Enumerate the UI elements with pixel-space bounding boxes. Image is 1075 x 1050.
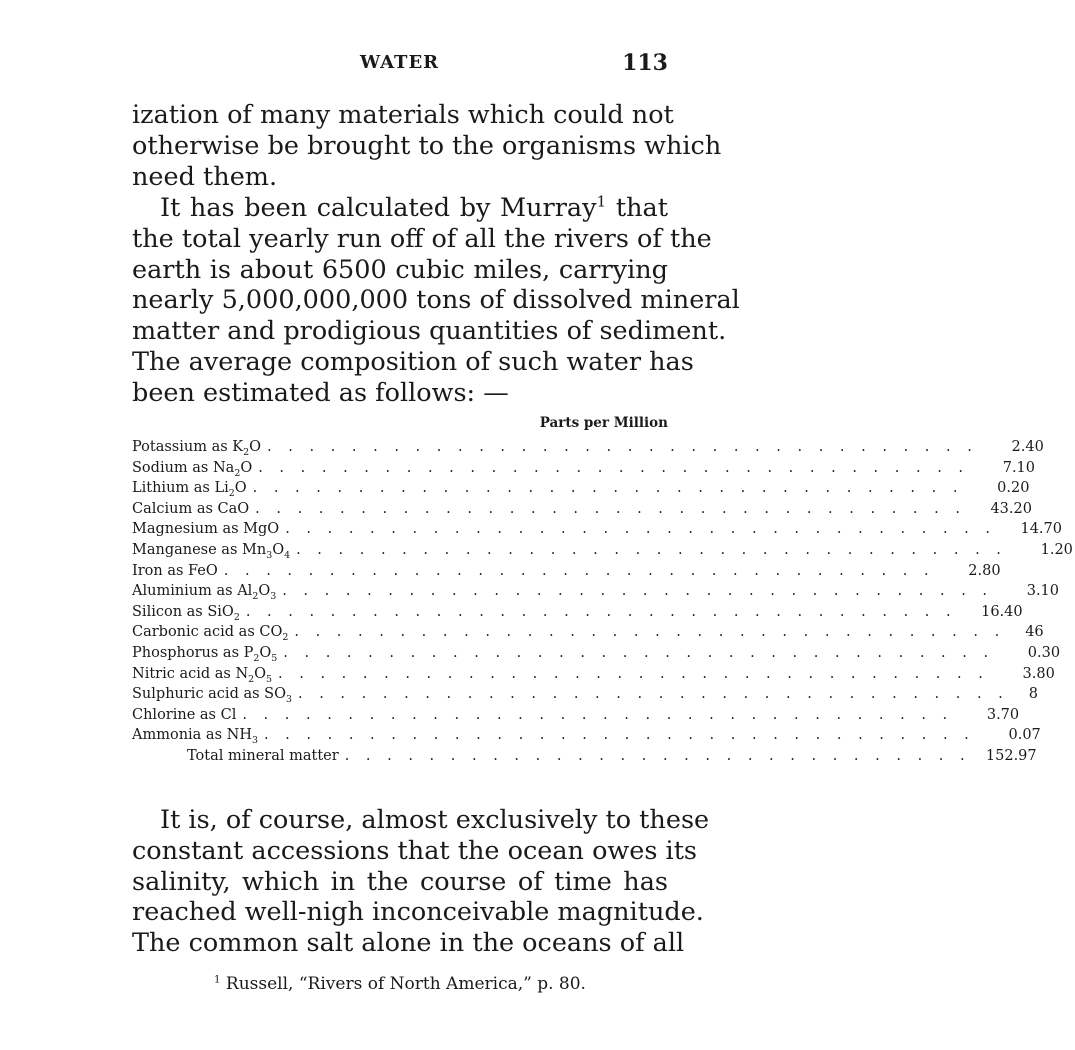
- row-value: 3.80: [1022, 665, 1055, 682]
- paragraph-murray: [132, 192, 740, 409]
- text-line: [132, 193, 668, 224]
- label-text: Nitric acid as N: [132, 665, 249, 682]
- text-line: It is, of course, almost exclusively to these: [160, 805, 710, 835]
- formula-subscript: 2: [233, 611, 240, 623]
- leader-dots: . . . . . . . . . . . . . . . . . . . . . . . . . . . . . .: [344, 747, 971, 764]
- row-value: 2.40: [1011, 439, 1044, 455]
- label-text: Sulphuric acid as SO: [132, 686, 286, 703]
- leader-dots: . . . . . . . . . . . . . . . . . . . . . . . . . . . . . . . . . .: [283, 644, 995, 661]
- text-line: been estimated as follows: —: [132, 377, 509, 408]
- table-row: [132, 725, 1041, 747]
- leader-dots: . . . . . . . . . . . . . . . . . . . . . . . . . . . . . . . . . .: [263, 727, 975, 744]
- paragraph-continuation: [132, 100, 722, 192]
- row-value: 14.70: [1020, 521, 1062, 538]
- formula-subscript: 2: [248, 673, 255, 685]
- formula-subscript: 3: [270, 591, 277, 603]
- formula-subscript: 5: [271, 652, 278, 664]
- row-label: [132, 540, 290, 561]
- label-text: Potassium as K: [132, 439, 244, 455]
- formula-subscript: 2: [243, 446, 250, 458]
- footnote-reference: 1: [596, 192, 607, 211]
- leader-dots: . . . . . . . . . . . . . . . . . . . . . . . . . . . . . . . . . .: [278, 665, 989, 682]
- formula-subscript: 5: [266, 673, 273, 685]
- text-line: The average composition of such water has: [132, 346, 694, 377]
- table-row: [132, 664, 1055, 685]
- label-text: Magnesium as MgO: [132, 521, 280, 538]
- leader-dots: . . . . . . . . . . . . . . . . . . . . . . . . . . . . . . . . . .: [252, 480, 964, 497]
- label-text: Iron as FeO: [132, 562, 218, 579]
- formula-subscript: 4: [284, 549, 291, 561]
- footnote-text: Russell, “Rivers of North America,” p. 80.: [220, 974, 586, 994]
- leader-dots: . . . . . . . . . . . . . . . . . . . . . . . . . . . . . . . . . .: [297, 686, 1009, 703]
- label-text: O: [259, 644, 272, 661]
- row-label: [132, 499, 249, 520]
- formula-subscript: 3: [251, 735, 258, 747]
- table-row: [132, 622, 1044, 644]
- row-value: 0.07: [1008, 727, 1041, 744]
- leader-dots: . . . . . . . . . . . . . . . . . . . . . . . . . . . . . . . . . .: [294, 624, 1006, 641]
- label-text: Carbonic acid as CO: [132, 624, 283, 641]
- row-label: [132, 602, 240, 623]
- row-value: 3.70: [986, 706, 1020, 723]
- label-text: Calcium as CaO: [132, 500, 250, 517]
- row-label: [132, 458, 252, 479]
- paragraph-salinity: [132, 805, 710, 959]
- table-column-header: Parts per Million: [539, 415, 668, 431]
- row-label: [132, 725, 258, 746]
- text-line: reached well-nigh inconceivable magnitude.: [132, 897, 704, 928]
- formula-subscript: 3: [266, 549, 273, 561]
- row-label: [132, 519, 279, 540]
- text-line: otherwise be brought to the organisms which: [132, 130, 722, 161]
- leader-dots: . . . . . . . . . . . . . . . . . . . . . . . . . . . . . . . . . .: [245, 603, 957, 620]
- row-label: [132, 705, 236, 726]
- row-label: [132, 664, 272, 685]
- formula-subscript: 2: [253, 652, 260, 664]
- text-line: the total yearly run off of all the rivers of the: [132, 223, 712, 254]
- leader-dots: . . . . . . . . . . . . . . . . . . . . . . . . . . . . . . . . . .: [296, 541, 1007, 558]
- text-line: constant accessions that the ocean owes its: [132, 835, 698, 866]
- row-value: 0.30: [1027, 644, 1061, 661]
- leader-dots: . . . . . . . . . . . . . . . . . . . . . . . . . . . . . . . . . .: [282, 583, 994, 600]
- row-value: 1.20: [1040, 541, 1073, 558]
- table-row: [132, 437, 1044, 458]
- label-text: Ammonia as NH: [132, 727, 252, 744]
- table-row: [132, 458, 1036, 479]
- leader-dots: . . . . . . . . . . . . . . . . . . . . . . . . . . . . . . . . . .: [258, 459, 970, 476]
- table-row: [132, 478, 1030, 500]
- table-row: [132, 602, 1023, 623]
- table-total-row: [132, 746, 1037, 767]
- row-value: 2.80: [968, 562, 1001, 579]
- row-label: [132, 684, 292, 705]
- label-text: O: [249, 439, 262, 455]
- row-value: 43.20: [990, 500, 1032, 517]
- table-row: [132, 499, 1032, 520]
- row-value: 16.40: [981, 603, 1023, 620]
- text-line: ization of many materials which could not: [132, 100, 674, 130]
- row-label: [132, 622, 288, 643]
- row-label: [132, 581, 276, 602]
- label-text: Aluminium as Al: [132, 583, 253, 600]
- formula-subscript: 3: [285, 694, 292, 706]
- composition-table: [132, 437, 1073, 767]
- table-row: [132, 705, 1020, 726]
- label-text: O: [234, 480, 247, 497]
- table-row: [132, 540, 1073, 561]
- text-fragment: that: [606, 193, 668, 223]
- label-text: Chlorine as Cl: [132, 706, 237, 723]
- row-label: [132, 478, 247, 499]
- leader-dots: . . . . . . . . . . . . . . . . . . . . . . . . . . . . . . . . . .: [267, 439, 978, 455]
- leader-dots: . . . . . . . . . . . . . . . . . . . . . . . . . . . . . . . . . .: [223, 562, 935, 579]
- formula-subscript: 2: [228, 488, 235, 500]
- text-line: The common salt alone in the oceans of all: [132, 928, 685, 959]
- table-row: [132, 561, 1001, 582]
- text-line: nearly 5,000,000,000 tons of dissolved mineral: [132, 285, 740, 316]
- running-head-title: WATER: [360, 52, 440, 73]
- total-value: 152.97: [985, 747, 1037, 764]
- text-fragment: It has been calculated by Murray: [160, 193, 597, 223]
- footnote-mark: 1: [214, 974, 221, 986]
- label-text: O: [254, 665, 267, 682]
- row-value: 46: [1025, 624, 1044, 641]
- row-value: 3.10: [1026, 583, 1060, 600]
- label-text: Lithium as Li: [132, 480, 229, 497]
- text-line: earth is about 6500 cubic miles, carrying: [132, 254, 668, 285]
- label-text: O: [272, 541, 285, 558]
- text-line: salinity, which in the course of time has: [132, 866, 668, 897]
- table-row: [132, 643, 1061, 664]
- leader-dots: . . . . . . . . . . . . . . . . . . . . . . . . . . . . . . . . . .: [242, 706, 954, 723]
- table-row: [132, 581, 1060, 603]
- text-line: need them.: [132, 161, 278, 192]
- formula-subscript: 2: [282, 632, 289, 644]
- label-text: O: [258, 583, 271, 600]
- running-head: [132, 50, 668, 80]
- row-value: 0.20: [997, 480, 1030, 497]
- leader-dots: . . . . . . . . . . . . . . . . . . . . . . . . . . . . . . . . . .: [255, 500, 966, 517]
- table-row: [132, 684, 1039, 706]
- page-number: 113: [622, 50, 668, 76]
- formula-subscript: 2: [252, 591, 259, 603]
- leader-dots: . . . . . . . . . . . . . . . . . . . . . . . . . . . . . . . . . .: [285, 521, 996, 538]
- label-text: O: [240, 459, 253, 476]
- row-label: [132, 437, 261, 458]
- formula-subscript: 2: [234, 467, 241, 479]
- row-label: [132, 643, 277, 664]
- row-value: 8: [1028, 686, 1039, 703]
- row-label: [132, 561, 218, 582]
- text-line: matter and prodigious quantities of sediment.: [132, 316, 727, 347]
- total-label: Total mineral matter: [187, 747, 339, 764]
- label-text: Manganese as Mn: [132, 541, 267, 558]
- label-text: Sodium as Na: [132, 459, 235, 476]
- footnote: [132, 974, 668, 994]
- label-text: Silicon as SiO: [132, 603, 234, 620]
- row-value: 7.10: [1002, 459, 1036, 476]
- label-text: Phosphorus as P: [132, 644, 254, 661]
- table-row: [132, 519, 1062, 540]
